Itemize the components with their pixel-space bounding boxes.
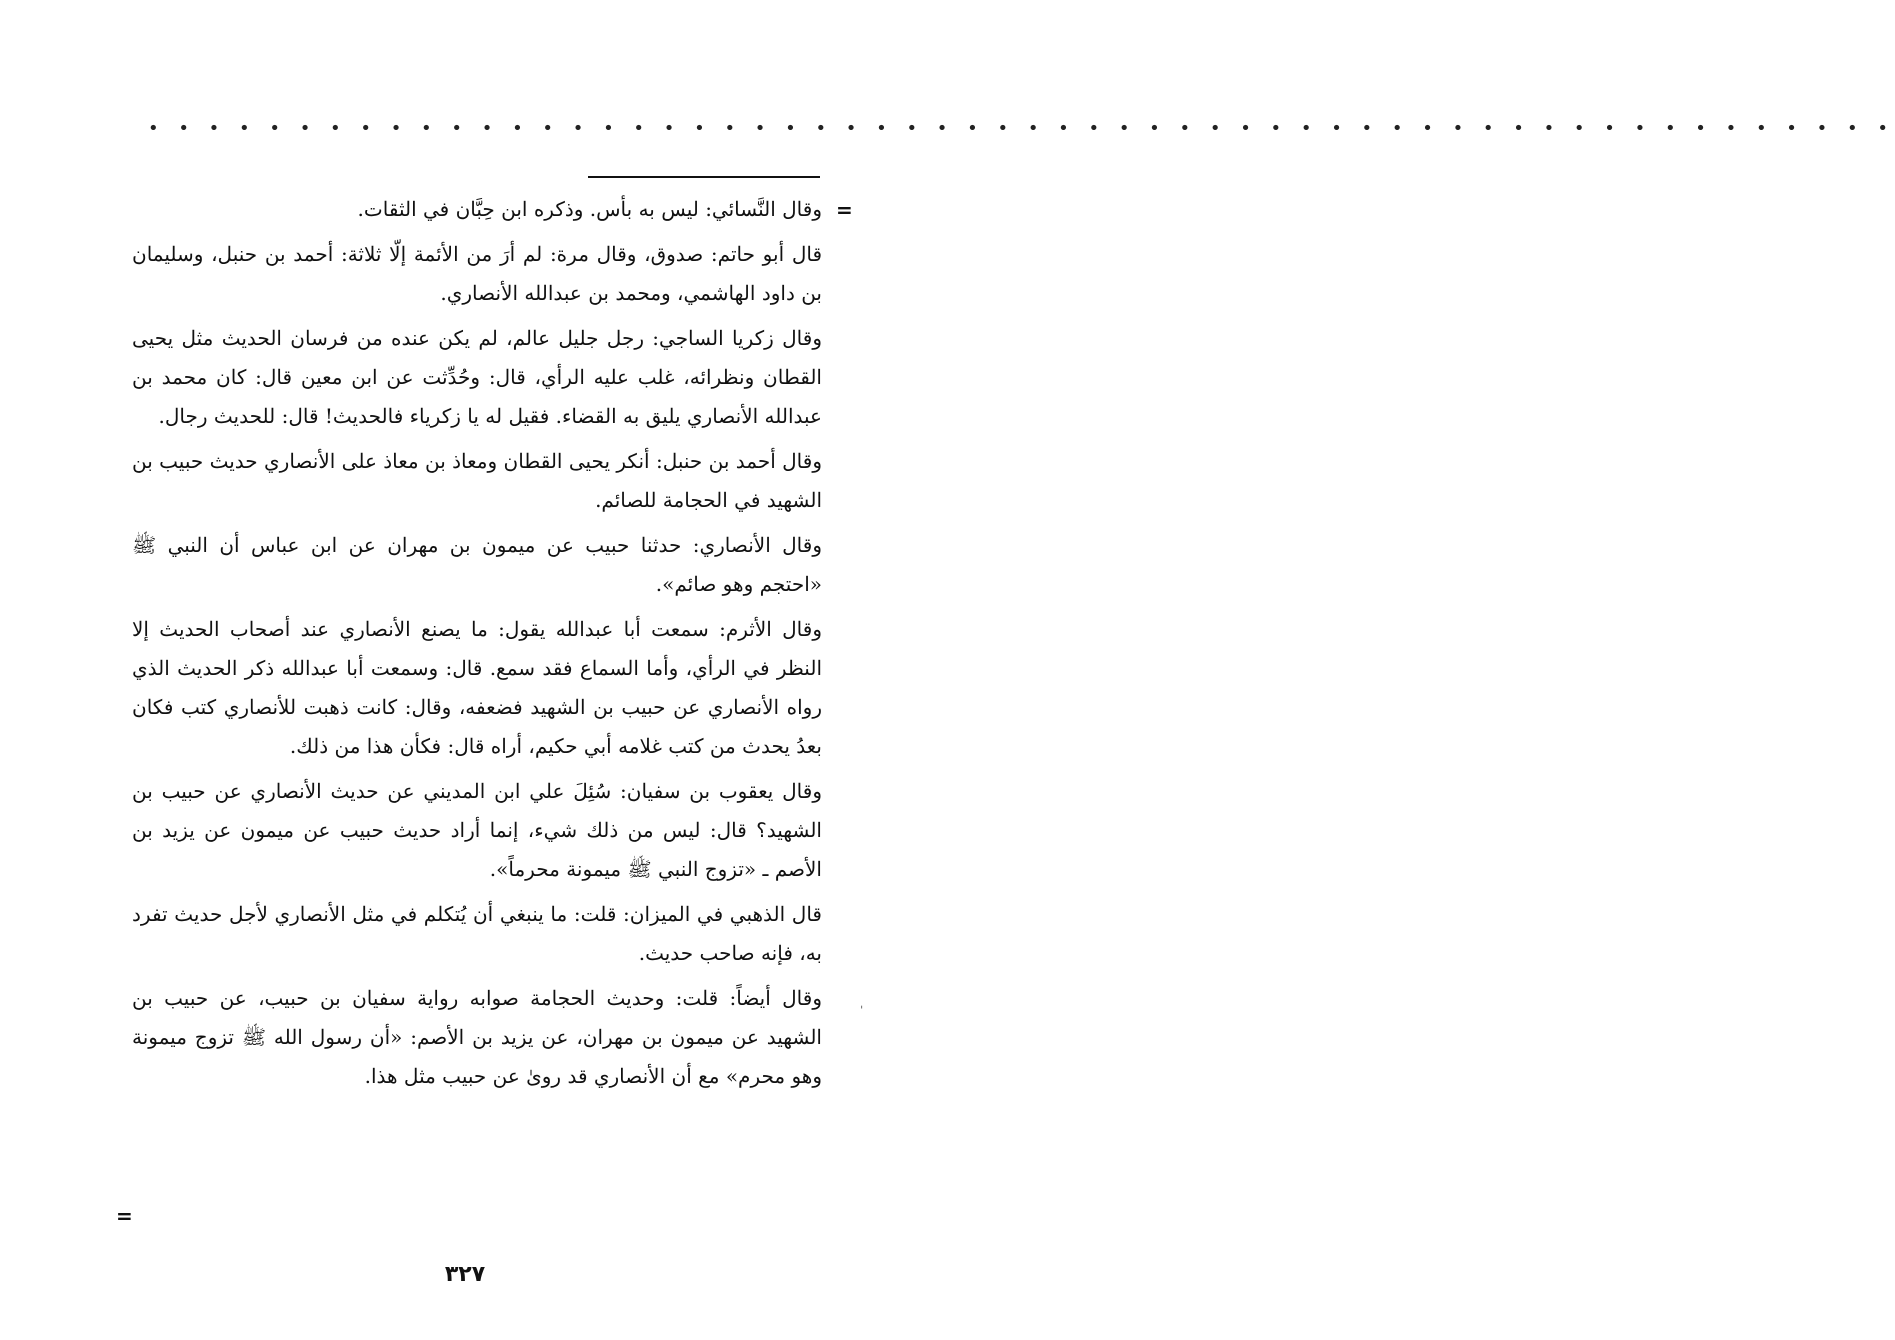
paragraph-athram: وقال الأثرم: سمعت أبا عبدالله يقول: ما يصنع الأنصاري عند أصحاب الحديث إلا النظر في الرأي، وأما السماع فقد سمع. قال: وسمعت أبا عبدالله ذكر الحديث الذي رواه الأنصاري عن حبيب بن الشهيد فضعفه، وقال: كانت ذهبت للأنصاري كتب فكان بعدُ يحدث من كتب غلامه أبي حكيم، أراه قال: فكأن هذا من ذلك. (132, 617, 822, 758)
paragraph-zakariya-saji: وقال زكريا الساجي: رجل جليل عالم، لم يكن عنده من فرسان الحديث مثل يحيى القطان ونظرائه، غلب عليه الرأي، قال: وحُدِّثت عن ابن معين قال: كان محمد بن عبدالله الأنصاري يليق به القضاء. فقيل له يا زكرياء فالحديث! قال: للحديث رجال. (132, 326, 822, 428)
paragraph-ansari-hadith: وقال الأنصاري: حدثنا حبيب عن ميمون بن مهران عن ابن عباس أن النبي ﷺ «احتجم وهو صائم». (132, 533, 822, 596)
paragraph-ahmad-ibn-hanbal: وقال أحمد بن حنبل: أنكر يحيى القطان ومعاذ بن معاذ على الأنصاري حديث حبيب بن الشهيد في الحجامة للصائم. (132, 449, 822, 512)
continuation-mark-bottom: = (116, 1204, 133, 1228)
paragraph-dhahabi-also: وقال أيضاً: قلت: وحديث الحجامة صوابه رواية سفيان بن حبيب، عن حبيب بن الشهيد عن ميمون بن مهران، عن يزيد بن الأصم: «أن رسول الله ﷺ تزوج ميمونة وهو محرم» مع أن الأنصاري قد روىٰ عن حبيب مثل هذا. (132, 986, 822, 1088)
footnote-text-block (132, 190, 822, 1102)
paragraph-nasai: وقال النَّسائي: ليس به بأس. وذكره ابن حِبَّان في الثقات. (357, 197, 822, 221)
decorative-dotted-line: • • • • • • • • • • • • • • • • • • • • • • • • • • • • • • • • • • • • • • • • • • • • • • • • • • • • • • • • • • (148, 118, 1895, 139)
page-number: ٣٢٧ (444, 1262, 486, 1287)
margin-tick-mark: ˈ (860, 1004, 864, 1018)
continuation-mark-top: = (836, 198, 853, 222)
paragraph-yaqub-ibn-sufyan: وقال يعقوب بن سفيان: سُئِلَ علي ابن المديني عن حديث الأنصاري عن حبيب بن الشهيد؟ قال: ليس من ذلك شيء، إنما أراد حديث حبيب عن ميمون عن يزيد بن الأصم ـ «تزوج النبي ﷺ ميمونة محرماً». (132, 779, 822, 881)
paragraph-abu-hatim: قال أبو حاتم: صدوق، وقال مرة: لم أرَ من الأئمة إلّا ثلاثة: أحمد بن حنبل، وسليمان بن داود الهاشمي، ومحمد بن عبدالله الأنصاري. (132, 242, 822, 305)
footnote-separator-rule (588, 176, 820, 178)
paragraph-dhahabi-mizan: قال الذهبي في الميزان: قلت: ما ينبغي أن يُتكلم في مثل الأنصاري لأجل حديث تفرد به، فإنه صاحب حديث. (132, 902, 822, 965)
